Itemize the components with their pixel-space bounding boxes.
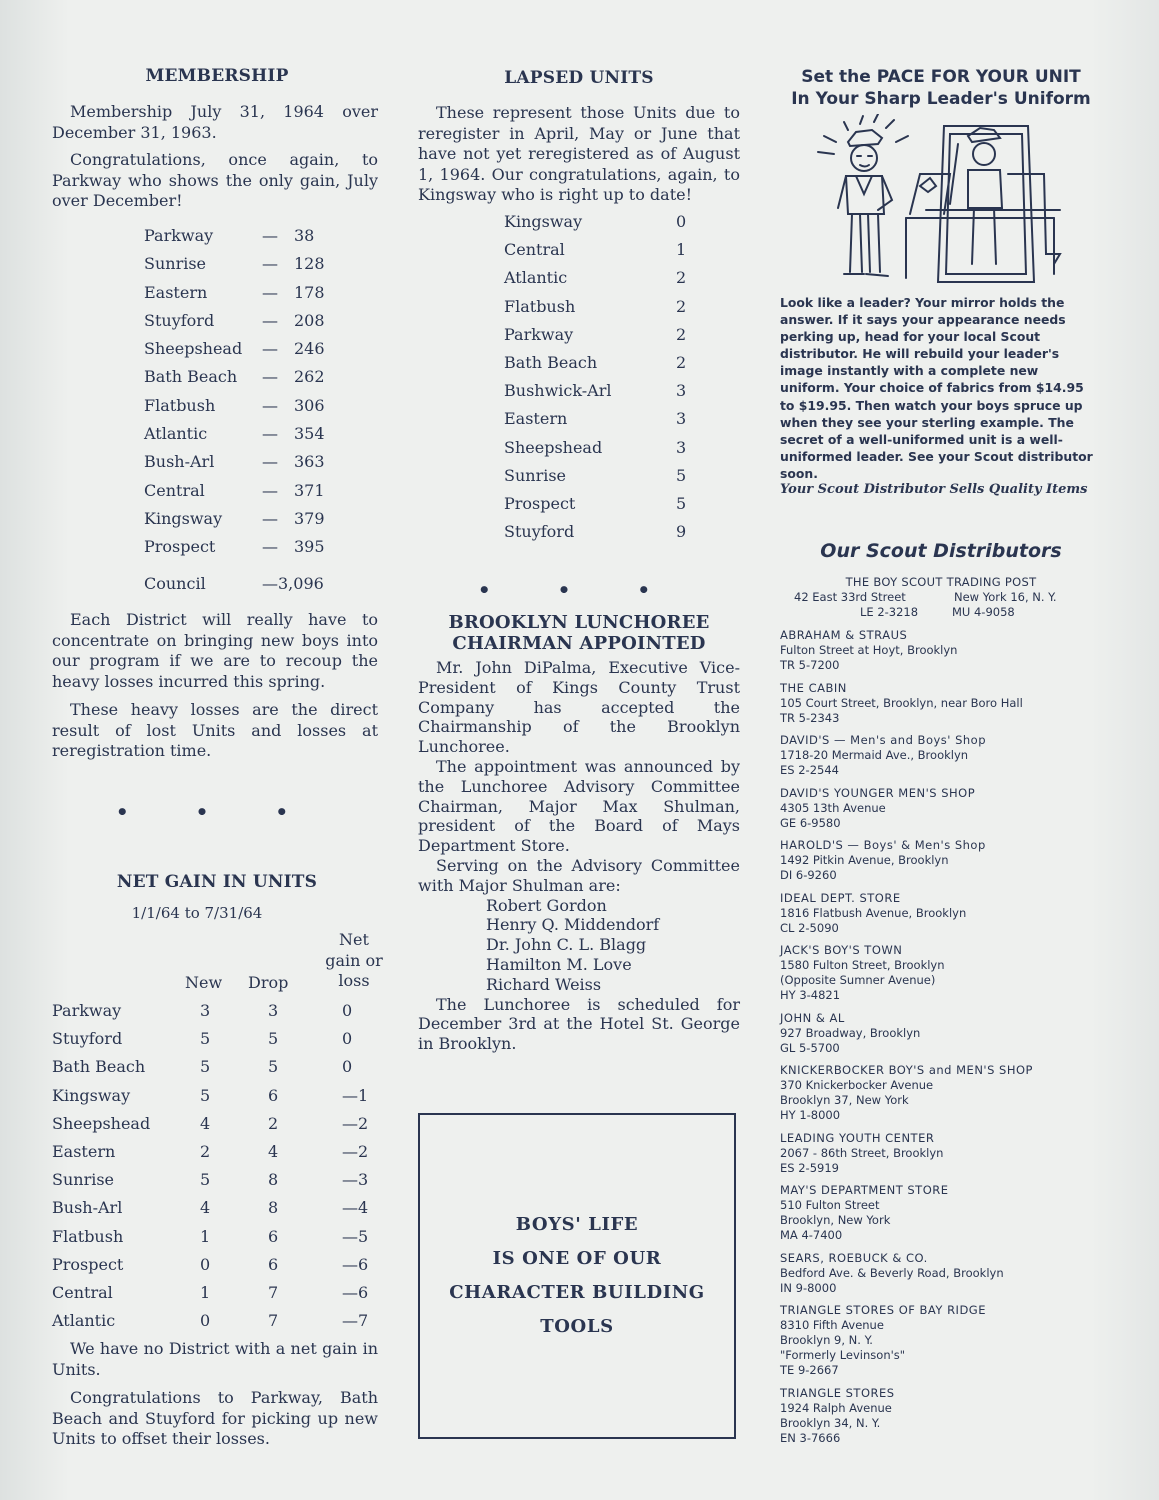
distributor-detail: 510 Fulton Street (780, 1198, 880, 1212)
distributor-detail: TR 5-7200 (780, 658, 840, 672)
dropped-units: 6 (268, 1254, 279, 1274)
distributor-detail: 927 Broadway, Brooklyn (780, 1025, 921, 1040)
net-gain-value: —3 (342, 1170, 369, 1190)
distributor-entry (780, 1063, 1102, 1123)
boys-life-line-4: TOOLS (540, 1316, 614, 1337)
membership-row (144, 452, 344, 480)
lapsed-count: 9 (676, 522, 687, 542)
membership-title: MEMBERSHIP (145, 66, 289, 86)
net-gain-value: —2 (342, 1113, 369, 1133)
membership-row (144, 424, 344, 452)
membership-losses: These heavy losses are the direct result of lost Units and losses at reregistration time. (52, 700, 378, 760)
district-name: Stuyford (504, 522, 575, 542)
distributor-detail: 1816 Flatbush Avenue, Brooklyn (780, 905, 967, 920)
distributor-detail: 370 Knickerbocker Avenue (780, 1078, 934, 1092)
separator-dots-2: • • • (477, 578, 681, 602)
membership-row (144, 509, 344, 537)
net-gain-value: 0 (342, 1029, 353, 1049)
district-name: Flatbush (52, 1226, 124, 1246)
distributor-detail: 1924 Ralph Avenue (780, 1400, 892, 1415)
distributor-detail: DI 6-9260 (780, 868, 837, 882)
lapsed-row (504, 381, 704, 409)
district-name: Bush-Arl (144, 452, 215, 472)
distributor-detail: Brooklyn 34, N. Y. (780, 1415, 881, 1430)
distributor-entry (780, 1131, 1102, 1176)
distributor-detail: 4305 13th Avenue (780, 800, 886, 815)
dash: — (262, 508, 278, 528)
lapsed-count: 3 (676, 437, 687, 457)
committee-member: Hamilton M. Love (486, 954, 632, 974)
net-gain-title: NET GAIN IN UNITS (116, 872, 318, 892)
membership-list (144, 226, 344, 566)
net-gain-row (52, 1114, 382, 1142)
lapsed-row (504, 240, 704, 268)
dropped-units: 8 (268, 1198, 279, 1218)
distributor-name: ABRAHAM & STRAUS (780, 628, 908, 642)
distributor-name: IDEAL DEPT. STORE (780, 890, 901, 905)
membership-row (144, 367, 344, 395)
lapsed-row (504, 297, 704, 325)
dropped-units: 7 (268, 1311, 279, 1331)
net-gain-row (52, 1142, 382, 1170)
membership-row (144, 226, 344, 254)
distributor-detail: CL 2-5090 (780, 920, 839, 935)
dropped-units: 6 (268, 1085, 279, 1105)
distributor-detail: TR 5-2343 (780, 710, 840, 725)
dash: — (262, 395, 278, 415)
lunchoree-p4: The Lunchoree is scheduled for December 3rd at the Hotel St. George in Brooklyn. (418, 994, 740, 1054)
net-gain-none: We have no District with a net gain in Units. (52, 1339, 378, 1379)
new-units: 5 (200, 1029, 211, 1049)
trading-post-name: THE BOY SCOUT TRADING POST (845, 575, 1037, 589)
district-name: Sheepshead (144, 339, 243, 359)
membership-row (144, 283, 344, 311)
distributor-detail: (Opposite Sumner Avenue) (780, 973, 936, 987)
dropped-units: 2 (268, 1113, 279, 1133)
net-gain-row (52, 1170, 382, 1198)
membership-row (144, 311, 344, 339)
boys-life-box (418, 1113, 736, 1439)
lapsed-count: 5 (676, 465, 687, 485)
distributor-name: TRIANGLE STORES OF BAY RIDGE (780, 1303, 986, 1317)
district-name: Kingsway (52, 1085, 131, 1105)
new-units: 3 (200, 1001, 211, 1020)
lapsed-row (504, 522, 704, 550)
dropped-units: 3 (268, 1001, 279, 1020)
district-name: Flatbush (504, 296, 576, 316)
committee-member: Robert Gordon (486, 895, 607, 915)
distributor-name: SEARS, ROEBUCK & CO. (780, 1250, 928, 1265)
council-value: —3,096 (262, 574, 324, 593)
lunchoree-p2: The appointment was announced by the Lunchoree Advisory Committee Chairman, Major Max Shulman, president of the Board of Mays Department Store. (418, 756, 740, 856)
district-name: Sunrise (52, 1170, 115, 1190)
district-name: Atlantic (504, 268, 568, 288)
distributor-list (780, 628, 1102, 1453)
membership-loss: 395 (294, 537, 325, 557)
lapsed-row (504, 494, 704, 522)
lapsed-row (504, 353, 704, 381)
dash: — (262, 537, 278, 557)
dash: — (262, 310, 278, 330)
district-name: Kingsway (504, 212, 583, 231)
distributor-detail: 1580 Fulton Street, Brooklyn (780, 958, 945, 972)
lapsed-count: 2 (676, 296, 687, 316)
distributor-detail: Fulton Street at Hoyt, Brooklyn (780, 643, 958, 657)
net-gain-value: 0 (342, 1057, 353, 1077)
membership-loss: 371 (294, 480, 325, 500)
new-units: 2 (200, 1141, 211, 1161)
net-gain-congrats: Congratulations to Parkway, Bath Beach and Stuyford for picking up new Units to offset their losses. (52, 1388, 378, 1448)
new-units: 5 (200, 1057, 211, 1077)
net-gain-row (52, 1057, 382, 1085)
lapsed-list (504, 212, 704, 550)
distributor-name: HAROLD'S — Boys' & Men's Shop (780, 838, 986, 852)
new-units: 4 (200, 1113, 211, 1133)
distributor-detail: 2067 - 86th Street, Brooklyn (780, 1145, 944, 1160)
distributor-entry (780, 1303, 1102, 1378)
distributor-detail: "Formerly Levinson's" (780, 1348, 906, 1362)
lunchoree-title-1: BROOKLYN LUNCHOREE (448, 612, 710, 633)
district-name: Prospect (144, 537, 216, 557)
lapsed-intro: These represent those Units due to reregister in April, May or June that have not yet reregistered as of August 1, 1964. Our congratulations, again, to Kingsway who is right up to date! (418, 103, 740, 204)
distributor-name: JOHN & AL (780, 1010, 845, 1025)
lapsed-title: LAPSED UNITS (504, 68, 654, 88)
new-header: New (185, 973, 223, 992)
district-name: Prospect (504, 493, 576, 513)
membership-loss: 354 (294, 424, 325, 444)
new-units: 4 (200, 1198, 211, 1218)
district-name: Sunrise (144, 254, 207, 274)
membership-concentrate: Each District will really have to concentrate on bringing new boys into our program if we are to recoup the heavy losses incurred this spring. (52, 610, 378, 691)
lapsed-row (504, 325, 704, 353)
membership-loss: 363 (294, 452, 325, 472)
net-gain-row (52, 1283, 382, 1311)
net-gain-row (52, 1255, 382, 1283)
net-gain-value: —6 (342, 1282, 369, 1302)
district-name: Parkway (52, 1001, 122, 1020)
distributor-detail: IN 9-8000 (780, 1280, 837, 1295)
distributor-name: JACK'S BOY'S TOWN (780, 943, 903, 957)
lapsed-count: 3 (676, 381, 687, 401)
distributor-detail: ES 2-2544 (780, 763, 839, 777)
dash: — (262, 339, 278, 359)
lapsed-row (504, 409, 704, 437)
district-name: Eastern (52, 1141, 116, 1161)
separator-dots: • • • (115, 800, 319, 824)
boys-life-line-2: IS ONE OF OUR (492, 1248, 662, 1269)
dash: — (262, 226, 278, 245)
membership-intro: Membership July 31, 1964 over December 31, 1963. (52, 102, 378, 142)
distributor-detail: 1492 Pitkin Avenue, Brooklyn (780, 853, 949, 867)
net-gain-row (52, 1311, 382, 1339)
trading-post-phone-1: LE 2-3218 (860, 605, 919, 619)
distributor-name: DAVID'S YOUNGER MEN'S SHOP (780, 785, 976, 800)
distributor-detail: TE 9-2667 (780, 1363, 839, 1377)
committee-member: Richard Weiss (486, 974, 602, 994)
district-name: Eastern (504, 409, 568, 429)
lapsed-count: 2 (676, 324, 687, 344)
uniform-ad-title-2: In Your Sharp Leader's Uniform (791, 89, 1091, 109)
distributor-detail: ES 2-5919 (780, 1160, 839, 1175)
council-label: Council (144, 574, 206, 593)
net-header-3: loss (338, 971, 370, 990)
district-name: Bush-Arl (52, 1198, 123, 1218)
trading-post-address: 42 East 33rd Street (794, 590, 906, 604)
trading-post-phone-2: MU 4-9058 (952, 605, 1015, 619)
net-gain-value: —4 (342, 1198, 369, 1218)
net-gain-value: —7 (342, 1311, 369, 1331)
district-name: Atlantic (144, 424, 208, 444)
net-gain-value: —1 (342, 1085, 369, 1105)
membership-loss: 246 (294, 339, 325, 359)
district-name: Bath Beach (52, 1057, 146, 1077)
lapsed-row (504, 438, 704, 466)
committee-member: Henry Q. Middendorf (486, 915, 660, 935)
net-gain-row (52, 1086, 382, 1114)
net-header-2: gain or (325, 950, 383, 970)
net-gain-row (52, 1227, 382, 1255)
dropped-units: 4 (268, 1141, 279, 1161)
membership-congrats: Congratulations, once again, to Parkway who shows the only gain, July over December! (52, 150, 378, 210)
distributor-entry (780, 1251, 1102, 1296)
dash: — (262, 452, 278, 472)
district-name: Sheepshead (504, 437, 603, 457)
lapsed-count: 3 (676, 409, 687, 429)
distributors-title: Our Scout Distributors (820, 540, 1062, 562)
distributor-detail: Brooklyn 37, New York (780, 1093, 909, 1107)
district-name: Sheepshead (52, 1113, 151, 1133)
distributor-entry (780, 891, 1102, 936)
distributor-name: THE CABIN (780, 680, 847, 695)
district-name: Bath Beach (144, 367, 238, 387)
lunchoree-title-2: CHAIRMAN APPOINTED (452, 633, 706, 654)
distributor-entry (780, 681, 1102, 726)
dropped-units: 5 (268, 1057, 279, 1077)
district-name: Atlantic (52, 1311, 116, 1331)
committee-member: Dr. John C. L. Blagg (486, 935, 647, 955)
membership-loss: 262 (294, 367, 325, 387)
membership-loss: 38 (294, 226, 315, 245)
distributor-detail: GE 6-9580 (780, 815, 841, 830)
distributor-detail: GL 5-5700 (780, 1040, 840, 1055)
dash: — (262, 367, 278, 387)
district-name: Stuyford (52, 1029, 123, 1049)
uniform-ad-text: Look like a leader? Your mirror holds the answer. If it says your appearance needs perking up, head for your local Scout distributor. He will rebuild your leader's image instantly with a complete new uniform. Your choice of fabrics from $14.95 to $19.95. Then watch your boys spruce up when they see your sterling example. The secret of a well-uniformed unit is a well-uniformed leader. See your Scout distributor soon. (780, 295, 1093, 481)
uniform-ad-title-1: Set the PACE FOR YOUR UNIT (801, 67, 1081, 87)
net-gain-row (52, 1001, 382, 1029)
distributor-name: MAY'S DEPARTMENT STORE (780, 1183, 949, 1197)
lunchoree-p3: Serving on the Advisory Committee with Major Shulman are: (418, 855, 740, 895)
new-units: 1 (200, 1282, 211, 1302)
dash: — (262, 282, 278, 302)
distributor-detail: Brooklyn 9, N. Y. (780, 1333, 873, 1347)
distributor-entry (780, 628, 1102, 673)
net-gain-value: 0 (342, 1001, 353, 1020)
distributor-detail: Brooklyn, New York (780, 1213, 891, 1227)
district-name: Parkway (144, 226, 214, 245)
leader-mirror-illustration (808, 114, 1080, 290)
membership-row (144, 537, 344, 565)
uniform-ad-tagline: Your Scout Distributor Sells Quality Items (780, 482, 1088, 498)
distributor-detail: HY 1-8000 (780, 1108, 841, 1122)
distributor-name: LEADING YOUTH CENTER (780, 1130, 935, 1145)
distributor-entry (780, 733, 1102, 778)
membership-loss: 128 (294, 254, 325, 274)
distributor-detail: MA 4-7400 (780, 1228, 843, 1242)
lapsed-row (504, 212, 704, 240)
lapsed-count: 2 (676, 268, 687, 288)
trading-post-city: New York 16, N. Y. (954, 590, 1057, 604)
drop-header: Drop (248, 973, 289, 992)
new-units: 5 (200, 1170, 211, 1190)
distributor-detail: 105 Court Street, Brooklyn, near Boro Hall (780, 695, 1023, 710)
dash: — (262, 424, 278, 444)
lunchoree-p1: Mr. John DiPalma, Executive Vice-President of Kings County Trust Company has accepted the Chairmanship of the Brooklyn Lunchoree. (418, 658, 740, 757)
net-gain-value: —2 (342, 1141, 369, 1161)
lapsed-count: 1 (676, 240, 687, 260)
district-name: Central (144, 480, 205, 500)
distributor-entry (780, 786, 1102, 831)
dropped-units: 6 (268, 1226, 279, 1246)
membership-row (144, 481, 344, 509)
distributor-entry (780, 838, 1102, 883)
distributor-detail: 1718-20 Mermaid Ave., Brooklyn (780, 748, 969, 762)
membership-row (144, 396, 344, 424)
distributor-entry (780, 1011, 1102, 1056)
boys-life-line-3: CHARACTER BUILDING (449, 1282, 705, 1303)
district-name: Bath Beach (504, 352, 598, 372)
net-header-1: Net (339, 930, 369, 949)
membership-loss: 306 (294, 395, 325, 415)
new-units: 1 (200, 1226, 211, 1246)
district-name: Eastern (144, 282, 208, 302)
district-name: Central (504, 240, 565, 260)
lapsed-count: 5 (676, 493, 687, 513)
membership-row (144, 254, 344, 282)
dash: — (262, 254, 278, 274)
trading-post (780, 575, 1102, 620)
net-gain-row (52, 1029, 382, 1057)
district-name: Parkway (504, 324, 574, 344)
distributor-name: TRIANGLE STORES (780, 1385, 895, 1400)
net-gain-row (52, 1198, 382, 1226)
distributor-entry (780, 1386, 1102, 1446)
dropped-units: 7 (268, 1282, 279, 1302)
new-units: 0 (200, 1311, 211, 1331)
distributor-name: KNICKERBOCKER BOY'S and MEN'S SHOP (780, 1063, 1033, 1077)
district-name: Sunrise (504, 465, 567, 485)
distributor-entry (780, 943, 1102, 1003)
membership-loss: 178 (294, 282, 325, 302)
district-name: Prospect (52, 1254, 124, 1274)
net-gain-subtitle: 1/1/64 to 7/31/64 (131, 904, 263, 922)
new-units: 5 (200, 1085, 211, 1105)
dropped-units: 5 (268, 1029, 279, 1049)
distributor-entry (780, 1183, 1102, 1243)
distributor-detail: Bedford Ave. & Beverly Road, Brooklyn (780, 1265, 1004, 1280)
district-name: Kingsway (144, 508, 223, 528)
lapsed-count: 0 (676, 212, 687, 231)
membership-loss: 208 (294, 310, 325, 330)
membership-loss: 379 (294, 508, 325, 528)
distributor-detail: 8310 Fifth Avenue (780, 1318, 884, 1332)
distributor-detail: EN 3-7666 (780, 1430, 841, 1445)
district-name: Stuyford (144, 310, 215, 330)
committee-list (486, 896, 740, 995)
membership-row (144, 339, 344, 367)
lapsed-row (504, 268, 704, 296)
lapsed-row (504, 466, 704, 494)
dash: — (262, 480, 278, 500)
net-gain-value: —5 (342, 1226, 369, 1246)
district-name: Bushwick-Arl (504, 381, 612, 401)
boys-life-line-1: BOYS' LIFE (515, 1214, 639, 1235)
net-gain-table (52, 1001, 382, 1339)
district-name: Central (52, 1282, 113, 1302)
district-name: Flatbush (144, 395, 216, 415)
council-total-row (144, 574, 344, 593)
distributor-name: DAVID'S — Men's and Boys' Shop (780, 733, 987, 747)
dropped-units: 8 (268, 1170, 279, 1190)
net-gain-value: —6 (342, 1254, 369, 1274)
distributor-detail: HY 3-4821 (780, 988, 841, 1002)
new-units: 0 (200, 1254, 211, 1274)
lapsed-count: 2 (676, 352, 687, 372)
